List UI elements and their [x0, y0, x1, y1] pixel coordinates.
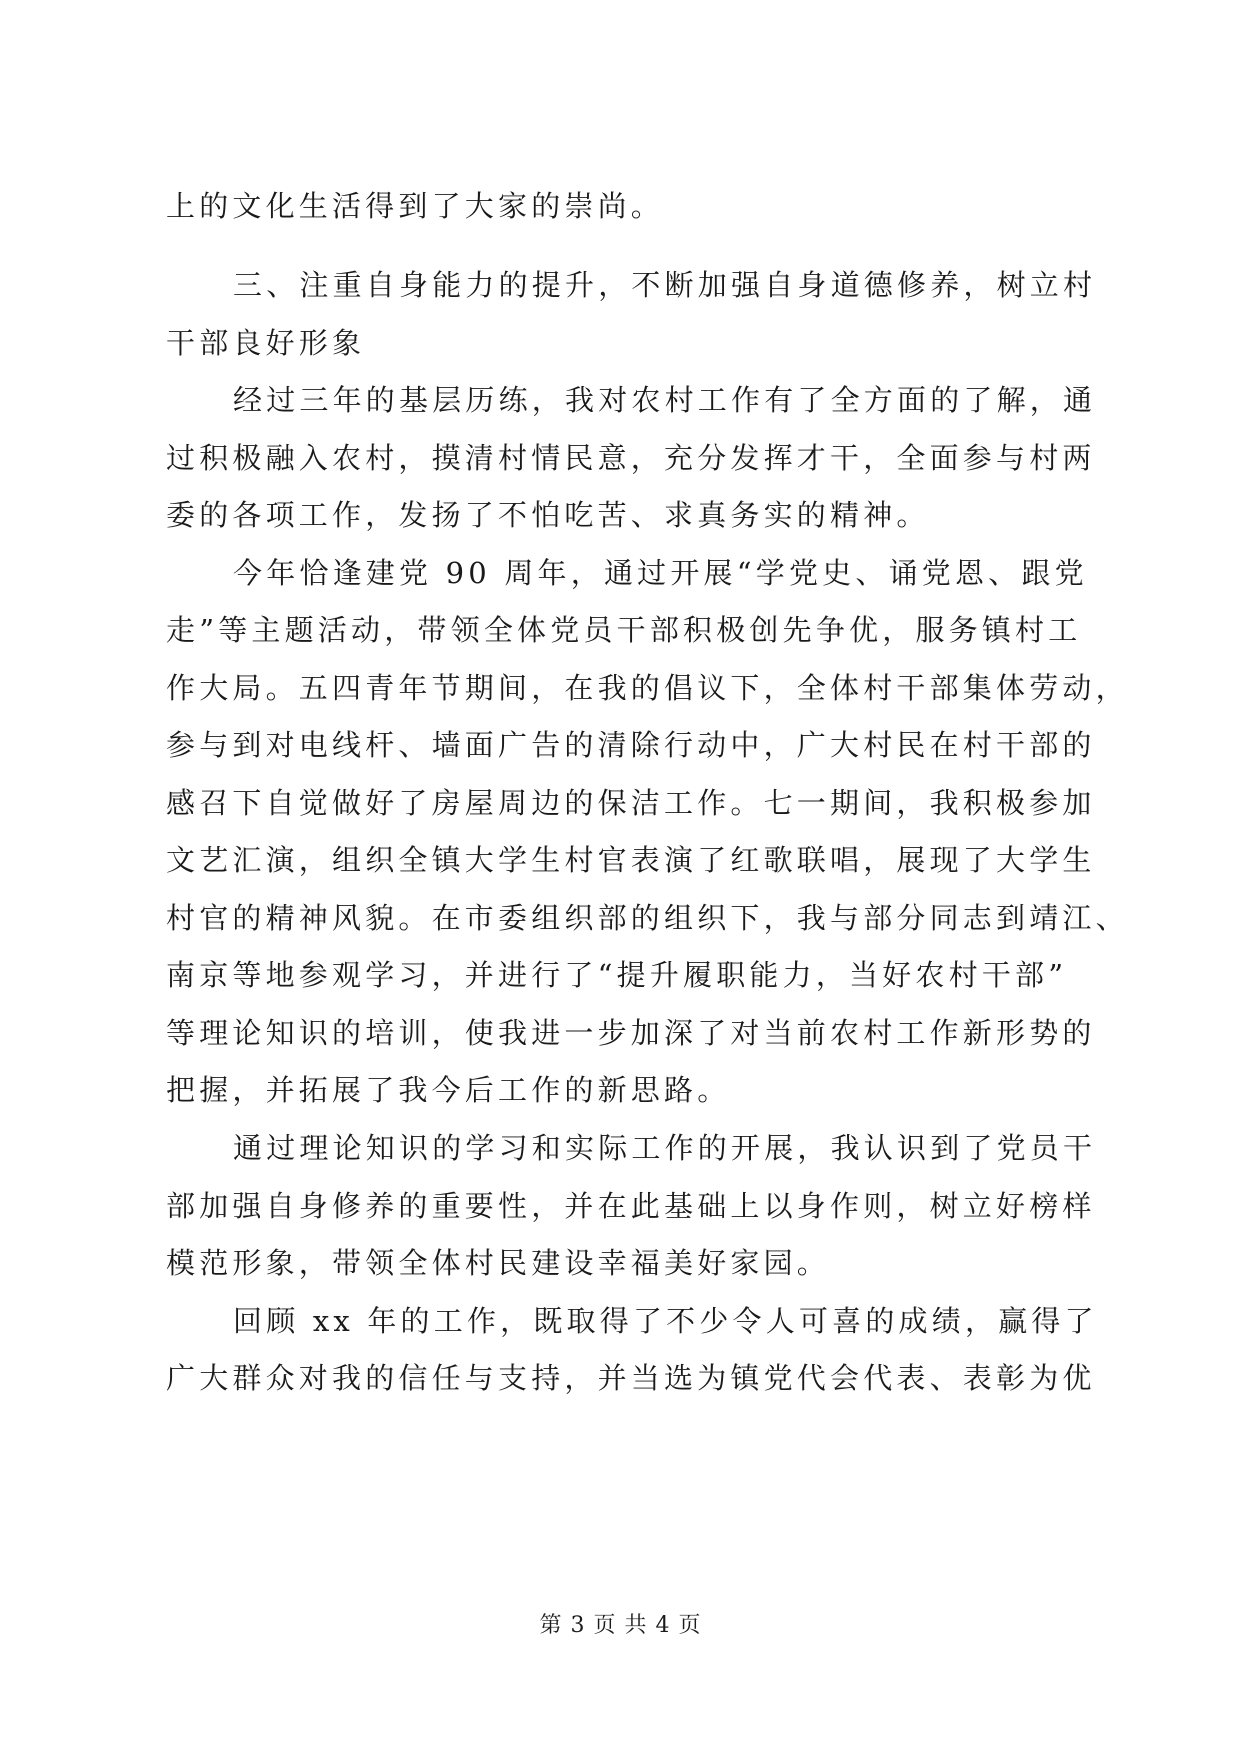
text-line: 广大群众对我的信任与支持，并当选为镇党代会代表、表彰为优: [166, 1361, 1096, 1395]
text-line: 上的文化生活得到了大家的崇尚。: [166, 189, 665, 223]
text-line: 文艺汇演，组织全镇大学生村官表演了红歌联唱，展现了大学生: [166, 843, 1096, 877]
section-heading-continued: 干部良好形象: [166, 326, 366, 360]
section-heading: 三、注重自身能力的提升，不断加强自身道德修养，树立村: [233, 268, 1097, 302]
text-line: 作大局。五四青年节期间，在我的倡议下，全体村干部集体劳动，: [166, 671, 1129, 705]
text-line: 参与到对电线杆、墙面广告的清除行动中，广大村民在村干部的: [166, 728, 1096, 762]
text-line: 委的各项工作，发扬了不怕吃苦、求真务实的精神。: [166, 498, 930, 532]
page-number-footer: 第 3 页 共 4 页: [539, 1613, 702, 1638]
text-line: 过积极融入农村，摸清村情民意，充分发挥才干，全面参与村两: [166, 441, 1096, 475]
text-line: 走”等主题活动，带领全体党员干部积极创先争优，服务镇村工: [166, 613, 1082, 647]
text-line: 经过三年的基层历练，我对农村工作有了全方面的了解，通: [233, 383, 1097, 417]
text-line: 等理论知识的培训，使我进一步加深了对当前农村工作新形势的: [166, 1016, 1096, 1050]
text-line: 模范形象，带领全体村民建设幸福美好家园。: [166, 1246, 831, 1280]
text-line: 部加强自身修养的重要性，并在此基础上以身作则，树立好榜样: [166, 1189, 1096, 1223]
text-line: 感召下自觉做好了房屋周边的保洁工作。七一期间，我积极参加: [166, 786, 1096, 820]
text-line: 南京等地参观学习，并进行了“提升履职能力，当好农村干部”: [166, 958, 1068, 992]
text-line: 今年恰逢建党 90 周年，通过开展“学党史、诵党恩、跟党: [233, 556, 1088, 590]
text-line: 把握，并拓展了我今后工作的新思路。: [166, 1073, 731, 1107]
text-line: 通过理论知识的学习和实际工作的开展，我认识到了党员干: [233, 1131, 1097, 1165]
text-line: 村官的精神风貌。在市委组织部的组织下，我与部分同志到靖江、: [166, 901, 1129, 935]
text-line: 回顾 xx 年的工作，既取得了不少令人可喜的成绩，赢得了: [233, 1304, 1098, 1338]
